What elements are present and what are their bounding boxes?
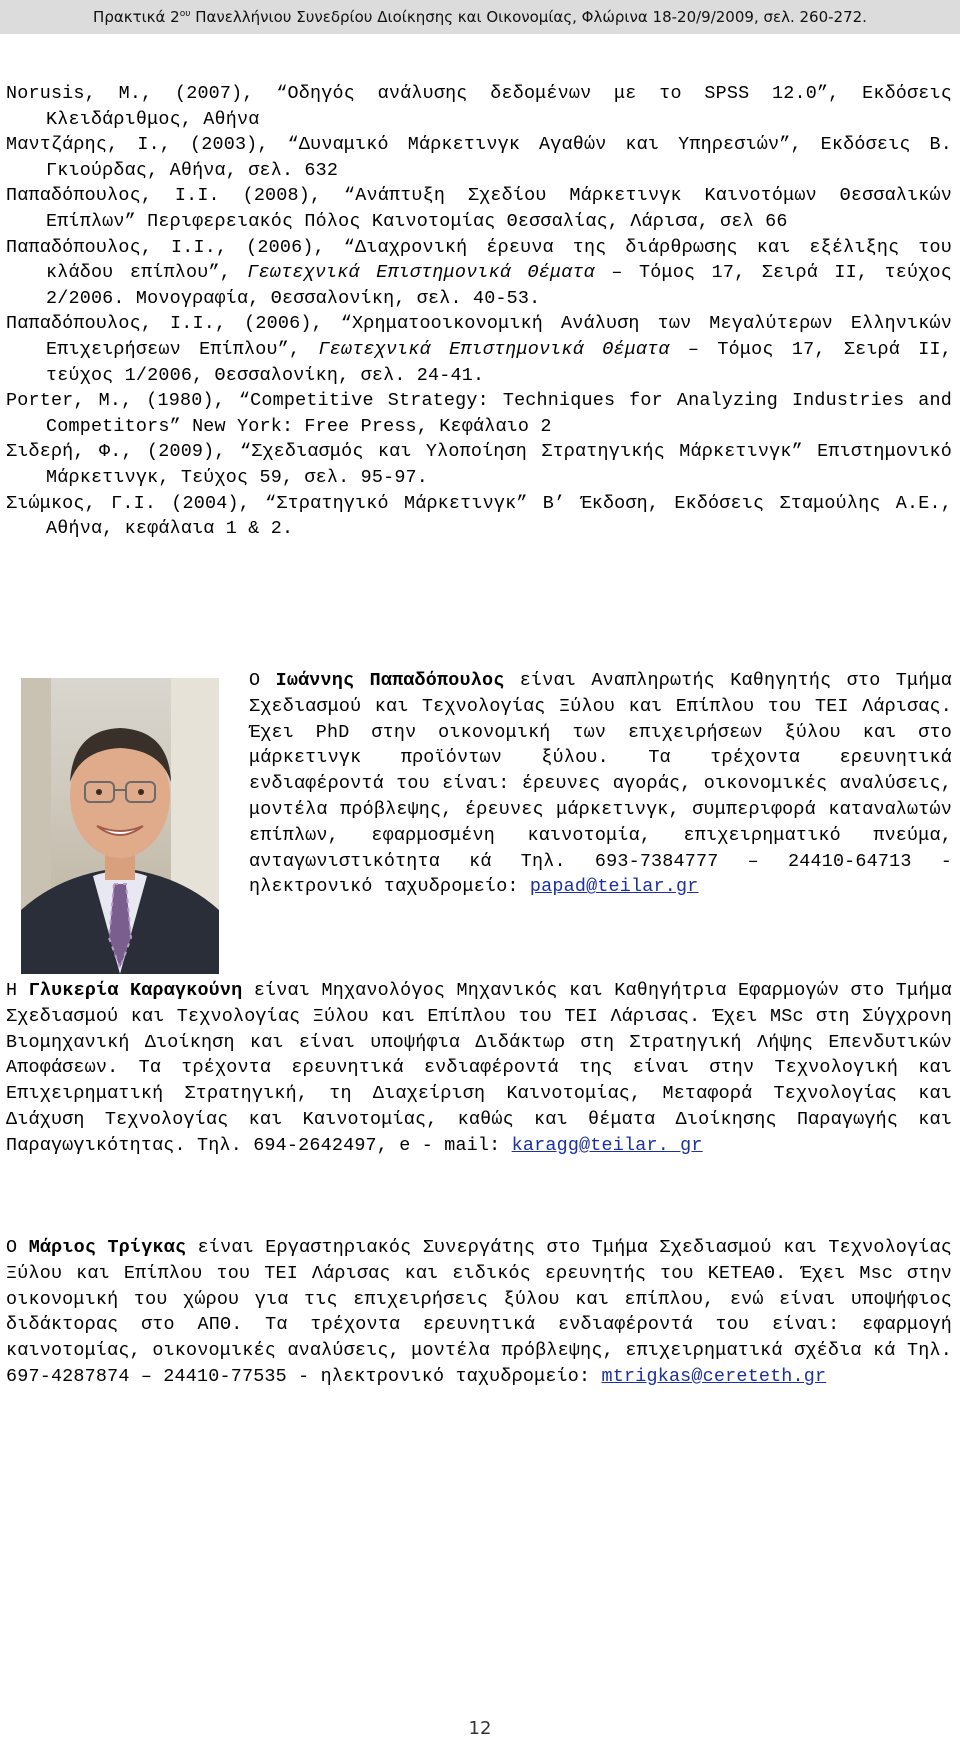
references-list <box>6 81 952 542</box>
journal-title: Γεωτεχνικά Επιστημονικά Θέματα <box>318 338 670 360</box>
author-name: Ιωάννης Παπαδόπουλος <box>275 670 505 691</box>
reference-item: Παπαδόπουλος, Ι.Ι. (2008), “Ανάπτυξη Σχεδίου Μάρκετινγκ Καινοτόμων Θεσσαλικών Επίπλων” Περιφερειακός Πόλος Καινοτομίας Θεσσαλίας, Λάρισα, σελ 66 <box>6 185 952 232</box>
author-bio-trigkas: Ο Μάριος Τρίγκας είναι Εργαστηριακός Συνεργάτης στο Τμήμα Σχεδιασμού και Τεχνολογίας Ξύλου και Επίπλου του ΤΕΙ Λάρισας και ειδικός ερευνητής του ΚΕΤΕΑΘ. Έχει Msc στην οικονομική του χώρου για τις επιχειρήσεις ξύλου και επίπλου, ενώ είναι υποψήφιος διδάκτορας στο ΑΠΘ. Τα τρέχοντα ερευνητικά ενδιαφέροντά του είναι: εφαρμογή καινοτομίας, οικονομικές αναλύσεις, μοντέλα πρόβλεψης, επιχειρηματικά σχέδια κά Τηλ. 697-4287874 – 24410-77535 - ηλεκτρονικό ταχυδρομείο: mtrigkas@cereteth.gr <box>6 1237 952 1387</box>
reference-item: Σιδερή, Φ., (2009), “Σχεδιασμός και Υλοποίηση Στρατηγικής Μάρκετινγκ” Επιστημονικό Μάρκετινγκ, Τεύχος 59, σελ. 95-97. <box>6 441 952 488</box>
author-photo <box>21 678 219 974</box>
page-header <box>0 0 960 34</box>
email-link[interactable]: mtrigkas@cereteth.gr <box>601 1365 827 1387</box>
reference-item: Norusis, M., (2007), “Οδηγός ανάλυσης δεδομένων με το SPSS 12.0”, Εκδόσεις Κλειδάριθμος, Αθήνα <box>6 83 952 130</box>
reference-item: Παπαδόπουλος, Ι.Ι., (2006), “Διαχρονική έρευνα της διάρθρωσης και εξέλιξης του κλάδου επίπλου”, Γεωτεχνικά Επιστημονικά Θέματα – Τόμος 17, Σειρά ΙΙ, τεύχος 2/2006. Μονογραφία, Θεσσαλονίκη, σελ. 40-53. <box>6 236 952 309</box>
author-name: Γλυκερία Καραγκούνη <box>28 980 243 1001</box>
author-bio-papadopoulos: Ο Ιωάννης Παπαδόπουλος είναι Αναπληρωτής Καθηγητής στο Τμήμα Σχεδιασμού και Τεχνολογίας Ξύλου και Επίπλου του ΤΕΙ Λάρισας. Έχει PhD στην οικονομική των επιχειρήσεων ξύλου και στο μάρκετινγκ προϊόντων ξύλου. Τα τρέχοντα ερευνητικά ενδιαφέροντά του είναι: έρευνες αγοράς, οικονομικές αναλύσεις, μοντέλα πρόβλεψης, έρευνες μάρκετινγκ, συμπεριφορά καταναλωτών επίπλων, εφαρμοσμένη καινοτομία, επιχειρηματικό πνεύμα, ανταγωνιστικότητα κά Τηλ. 693-7384777 – 24410-64713 - ηλεκτρονικό ταχυδρομείο: papad@teilar.gr <box>249 670 952 898</box>
reference-item: Μαντζάρης, Ι., (2003), “Δυναμικό Μάρκετινγκ Αγαθών και Υπηρεσιών”, Εκδόσεις Β. Γκιούρδας, Αθήνα, σελ. 632 <box>6 134 952 181</box>
email-link[interactable]: papad@teilar.gr <box>529 876 699 898</box>
author-bio-karagkouni: Η Γλυκερία Καραγκούνη είναι Μηχανολόγος Μηχανικός και Καθηγήτρια Εφαρμογών στο Τμήμα Σχεδιασμού και Τεχνολογίας Ξύλου και Επίπλου του ΤΕΙ Λάρισας. Έχει MSc στη Σύγχρονη Βιομηχανική Διοίκηση και είναι υποψήφια Διδάκτωρ στη Στρατηγική Λήψης Επενδυτικών Αποφάσεων. Τα τρέχοντα ερευνητικά ενδιαφέροντά της είναι στην Τεχνολογική και Επιχειρηματική Στρατηγική, τη Διαχείριση Καινοτομίας, Μεταφορά Τεχνολογίας και Διάχυση Τεχνολογίας και Καινοτομίας, καθώς και θέματα Διοίκησης Παραγωγής και Παραγωγικότητας. Τηλ. 694-2642497, e - mail: karagg@teilar. gr <box>6 980 952 1156</box>
header-text-post: Πανελλήνιου Συνεδρίου Διοίκησης και Οικονομίας, Φλώρινα 18-20/9/2009, σελ. 260-272. <box>190 8 867 26</box>
journal-title: Γεωτεχνικά Επιστημονικά Θέματα <box>247 262 595 284</box>
reference-item: Porter, M., (1980), “Competitive Strategy: Techniques for Analyzing Industries and Competitors” New York: Free Press, Κεφάλαιο 2 <box>6 390 952 437</box>
reference-item: Σιώμκος, Γ.Ι. (2004), “Στρατηγικό Μάρκετινγκ” Β’ Έκδοση, Εκδόσεις Σταμούλης Α.Ε., Αθήνα, κεφάλαια 1 & 2. <box>6 492 952 540</box>
reference-item: Παπαδόπουλος, Ι.Ι., (2006), “Χρηματοοικονομική Ανάλυση των Μεγαλύτερων Ελληνικών Επιχειρήσεων Επίπλου”, Γεωτεχνικά Επιστημονικά Θέματα – Τόμος 17, Σειρά ΙΙ, τεύχος 1/2006, Θεσσαλονίκη, σελ. 24-41. <box>6 313 952 386</box>
email-link[interactable]: karagg@teilar. gr <box>511 1134 703 1156</box>
author-name: Μάριος Τρίγκας <box>28 1237 187 1258</box>
header-superscript: ου <box>179 9 191 19</box>
portrait-illustration <box>21 678 219 974</box>
page-number: 12 <box>468 1718 492 1739</box>
header-text-pre: Πρακτικά 2 <box>93 8 180 26</box>
